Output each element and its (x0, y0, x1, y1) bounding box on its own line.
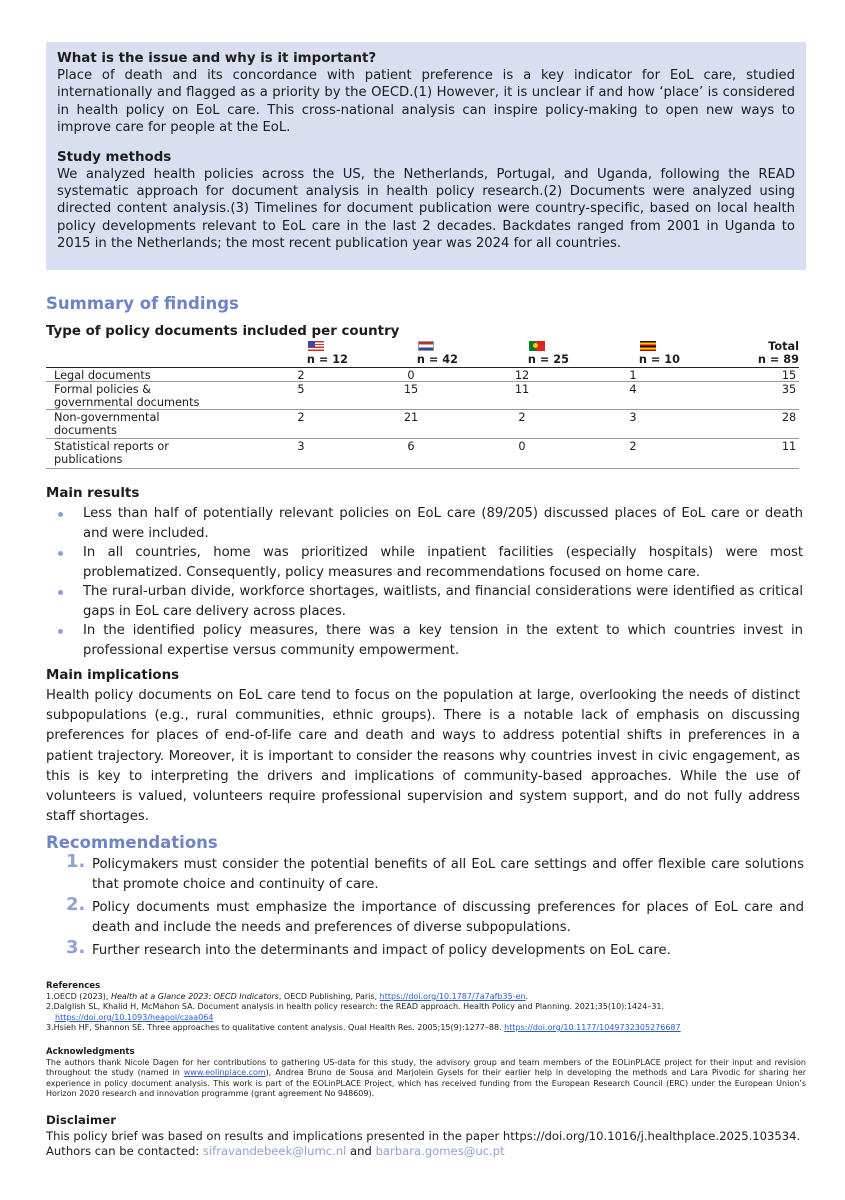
table-row (46, 368, 799, 382)
total-label: Total (768, 340, 799, 353)
acknowledgments-text: The authors thank Nicole Dagen for her contributions to gathering US-data for this study, the advisory group and team members of the EOLinPLACE project for their input and revision throughout the study (named in www.eolinplace.com), Andrea Bruno de Sousa and Marjolein Gysels for their earlier help in developing the methods and Lara Pivodic for sharing her experience in policy document analysis. This work is part of the EOLinPLACE Project, which has received funding from the European Research Council (ERC) under the European Union’s Horizon 2020 research and innovation programme (grant agreement No 948609). (46, 1057, 806, 1099)
cell-nl: 21 (403, 411, 419, 424)
table-row (46, 382, 799, 410)
recommendation-number: 3. (66, 937, 86, 958)
netherlands-flag-icon (418, 341, 434, 351)
methods-text: We analyzed health policies across the US, the Netherlands, Portugal, and Uganda, following the READ systematic approach for document analysis in health policy research.(2) Documents were analyzed using directed content analysis.(3) Timelines for document publication were country-specific, based on local health policy developments relevant to EoL care in the last 2 decades. Backdates ranged from 2001 in Uganda to 2015 in the Netherlands; the most recent publication year was 2024 for all countries. (57, 166, 795, 252)
contact-line: Authors can be contacted: sifravandebeek@lumc.nl and barbara.gomes@uc.pt (46, 1144, 505, 1158)
implications-text: Health policy documents on EoL care tend to focus on the population at large, overlooking the needs of distinct subpopulations (e.g., rural communities, ethnic groups). There is a notable lack of emphasis on discussing preferences for places of end-of-life care and death and ways to address potential shifts in preferences in a patient trajectory. Moreover, it is important to consider the reasons why countries invest in civic engagement, as this is key to interpreting the drivers and implications of community-based approaches. While the use of volunteers is valued, volunteers require professional supervision and system support, and do not fully address staff shortages. (46, 688, 800, 825)
references (46, 981, 806, 1034)
cell-ug: 3 (629, 411, 637, 424)
email-link-1[interactable]: sifravandebeek@lumc.nl (202, 1144, 347, 1158)
table-title: Type of policy documents included per country (46, 324, 400, 339)
disclaimer-heading: Disclaimer (46, 1113, 117, 1127)
eolinplace-link[interactable]: www.eolinplace.com (183, 1068, 266, 1078)
recommendation-text: Policymakers must consider the potential benefits of all EoL care settings and offer flexible care solutions that promote choice and continuity of care. (92, 857, 804, 892)
row-label: Legal documents (54, 369, 151, 382)
portugal-flag-icon (529, 341, 545, 351)
n-label-us: n = 12 (306, 353, 348, 366)
recommendation-number: 1. (66, 851, 86, 872)
recommendation-item (66, 937, 804, 961)
reference-3: 3.Hsieh HF, Shannon SE. Three approaches to qualitative content analysis. Qual Health Res. 2005;15(9):1277–88. https://doi.org/10.1177/1049732305276687 (46, 1023, 681, 1032)
reference-2-link[interactable]: https://doi.org/10.1093/heapol/czaa064 (55, 1012, 214, 1022)
issue-heading: What is the issue and why is it important? (57, 51, 377, 66)
recommendation-number: 2. (66, 894, 86, 915)
recommendations-title: Recommendations (46, 833, 218, 852)
email-link-2[interactable]: barbara.gomes@uc.pt (375, 1144, 505, 1158)
references-heading: References (46, 981, 101, 991)
results-list (58, 504, 803, 660)
issue-text: Place of death and its concordance with patient preference is a key indicator for EoL care, studied internationally and flagged as a priority by the OECD.(1) However, it is unclear if and how ‘place’ is considered in health policy on EoL care. This cross-national analysis can inspire policy-making to open new ways to improve care for people at the EoL. (57, 68, 795, 136)
recommendation-item (66, 894, 804, 937)
cell-pt: 0 (518, 440, 526, 453)
cell-us: 3 (297, 440, 305, 453)
cell-ug: 4 (629, 383, 637, 396)
list-item: The rural-urban divide, workforce shortages, waitlists, and financial considerations were identified as critical gaps in EoL care delivery across places. (58, 582, 803, 621)
reference-3-link[interactable]: https://doi.org/10.1177/1049732305276687 (504, 1023, 681, 1032)
cell-total: 11 (781, 440, 797, 453)
cell-pt: 2 (518, 411, 526, 424)
cell-us: 2 (297, 369, 305, 382)
n-label-ug: n = 10 (638, 353, 680, 366)
cell-us: 2 (297, 411, 305, 424)
list-item: In all countries, home was prioritized while inpatient facilities (especially hospitals) were most problematized. Consequently, policy measures and recommendations focused on home care. (58, 543, 803, 582)
n-label-pt: n = 25 (527, 353, 569, 366)
row-label: Formal policies & governmental documents (54, 383, 200, 409)
table-header (46, 340, 799, 368)
list-item: Less than half of potentially relevant policies on EoL care (89/205) discussed places of EoL care or death and were included. (58, 504, 803, 543)
summary-title: Summary of findings (46, 294, 239, 313)
recommendation-text: Policy documents must emphasize the importance of discussing preferences for places of EoL care and death and include the needs and preferences of diverse subpopulations. (92, 900, 804, 935)
row-label: Non-governmental documents (54, 411, 160, 437)
cell-ug: 2 (629, 440, 637, 453)
recommendation-item (66, 851, 804, 894)
cell-nl: 15 (403, 383, 419, 396)
uganda-flag-icon (640, 341, 656, 351)
table-row (46, 439, 799, 469)
cell-pt: 11 (514, 383, 530, 396)
cell-total: 15 (781, 369, 797, 382)
recommendations-list (66, 851, 804, 965)
disclaimer-text: This policy brief was based on results and implications presented in the paper https://doi.org/10.1016/j.healthplace.2025.103534. (46, 1128, 801, 1143)
results-heading: Main results (46, 486, 140, 501)
cell-pt: 12 (514, 369, 530, 382)
table-row (46, 410, 799, 439)
row-label: Statistical reports or publications (54, 440, 169, 466)
n-label-nl: n = 42 (416, 353, 458, 366)
acknowledgments-heading: Acknowledgments (46, 1047, 135, 1057)
policy-documents-table (46, 340, 799, 469)
cell-ug: 1 (629, 369, 637, 382)
recommendation-text: Further research into the determinants and impact of policy developments on EoL care. (92, 943, 671, 958)
reference-1-link[interactable]: https://doi.org/10.1787/7a7afb35-en (379, 991, 526, 1001)
us-flag-icon (308, 341, 324, 351)
cell-nl: 0 (407, 369, 415, 382)
implications-heading: Main implications (46, 668, 180, 683)
cell-nl: 6 (407, 440, 415, 453)
list-item: In the identified policy measures, there was a key tension in the extent to which countries invest in professional expertise versus community empowerment. (58, 621, 803, 660)
cell-total: 28 (781, 411, 797, 424)
reference-2: 2.Dalglish SL, Khalid H, McMahon SA. Document analysis in health policy research: the READ approach. Health Policy and Planning. 2021;35(10):1424–31. https://doi.org/10.1093/heapol/czaa064 (46, 1002, 665, 1022)
cell-us: 5 (297, 383, 305, 396)
methods-heading: Study methods (57, 149, 172, 165)
acknowledgments (46, 1047, 806, 1100)
reference-1: 1.OECD (2023), Health at a Glance 2023: OECD Indicators, OECD Publishing, Paris, https://doi.org/10.1787/7a7afb35-en. (46, 991, 529, 1001)
cell-total: 35 (781, 383, 797, 396)
issue-methods-box (46, 42, 806, 270)
disclaimer (46, 1113, 806, 1160)
total-n: n = 89 (757, 353, 799, 366)
total-header (758, 340, 799, 366)
